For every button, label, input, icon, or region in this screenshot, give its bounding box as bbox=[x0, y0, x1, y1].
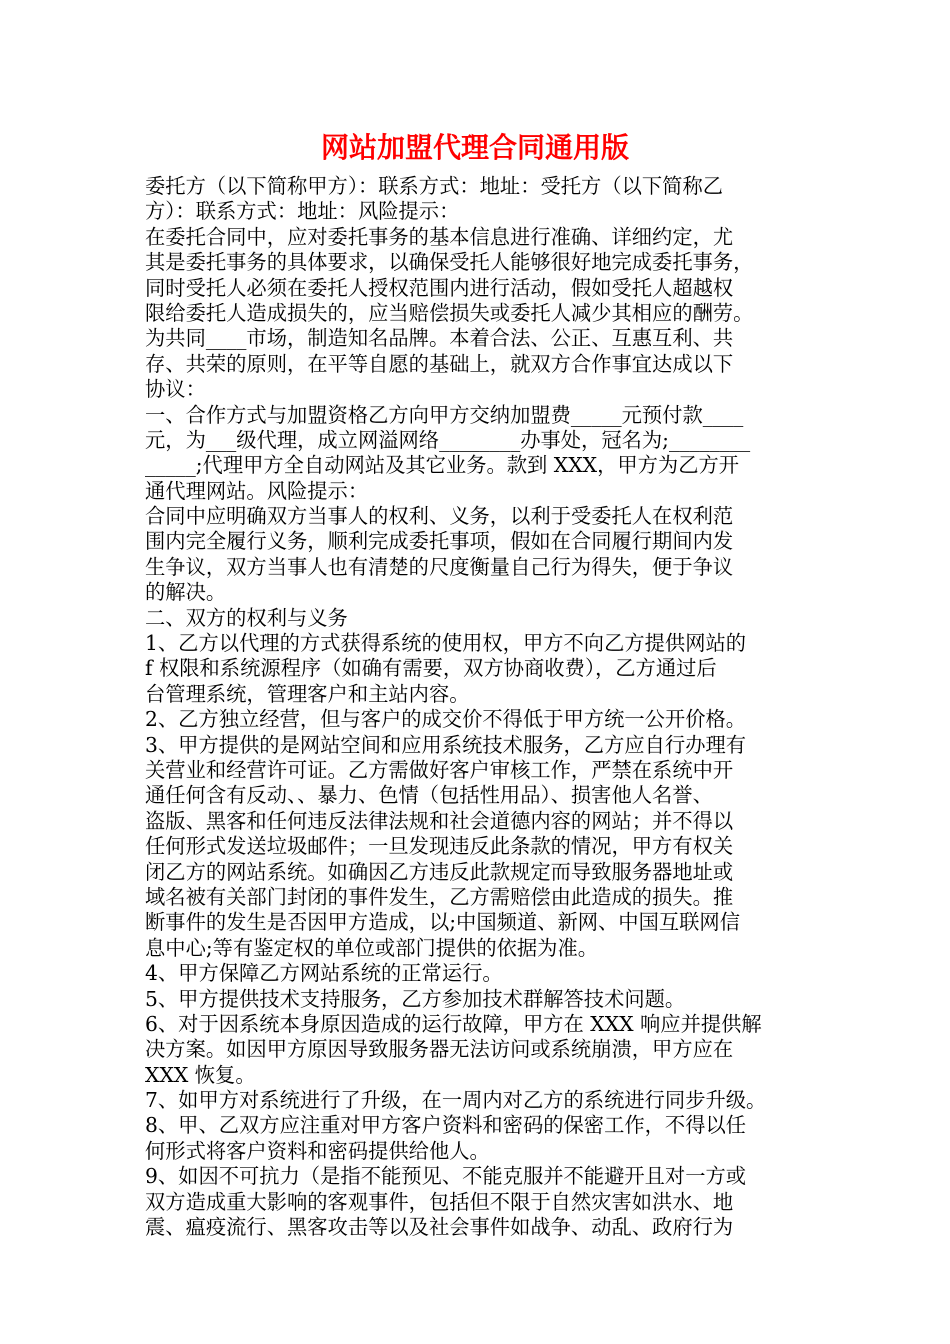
body-text-line: 在委托合同中，应对委托事务的基本信息进行准确、详细约定，尤 bbox=[145, 224, 734, 249]
body-text-line: 通任何含有反动、、暴力、色情（包括性用品）、损害他人名誉、 bbox=[145, 783, 713, 808]
body-text-line: 盗版、黑客和任何违反法律法规和社会道德内容的网站；并不得以 bbox=[145, 808, 734, 833]
body-text-line: 息中心;等有鉴定权的单位或部门提供的依据为准。 bbox=[145, 935, 599, 960]
body-text-line: 震、瘟疫流行、黑客攻击等以及社会事件如战争、动乱、政府行为 bbox=[145, 1215, 734, 1240]
body-text-line: 元，为___级代理，成立网溢网络________办事处，冠名为;________ bbox=[145, 427, 751, 452]
body-text-line: 为共同____市场，制造知名品牌。本着合法、公正、互惠互利、共 bbox=[145, 326, 734, 351]
body-text-line: 9、如因不可抗力（是指不能预见、不能克服并不能避开且对一方或 bbox=[145, 1164, 747, 1189]
body-text-line: 限给委托人造成损失的，应当赔偿损失或委托人减少其相应的酬劳。 bbox=[145, 300, 754, 325]
body-text-line: 围内完全履行义务，顺利完成委托事项，假如在合同履行期间内发 bbox=[145, 529, 734, 554]
body-text-line: 6、对于因系统本身原因造成的运行故障，甲方在 XXX 响应并提供解 bbox=[145, 1011, 762, 1036]
body-text-line: 5、甲方提供技术支持服务，乙方参加技术群解答技术问题。 bbox=[145, 986, 686, 1011]
body-text-line: 任何形式发送垃圾邮件；一旦发现违反此条款的情况，甲方有权关 bbox=[145, 834, 734, 859]
body-text-line: 委托方（以下简称甲方）：联系方式：地址：受托方（以下简称乙 bbox=[145, 174, 724, 198]
body-text-line: f 权限和系统源程序（如确有需要，双方协商收费），乙方通过后 bbox=[145, 656, 717, 681]
body-text-line: 方）：联系方式：地址：风险提示： bbox=[145, 199, 460, 224]
body-text-line: 协议： bbox=[145, 377, 206, 402]
body-text-line: 断事件的发生是否因甲方造成，以;中国频道、新网、中国互联网信 bbox=[145, 910, 740, 935]
body-text-line: 关营业和经营许可证。乙方需做好客户审核工作，严禁在系统中开 bbox=[145, 757, 734, 782]
body-text-line: 4、甲方保障乙方网站系统的正常运行。 bbox=[145, 961, 503, 986]
body-text-line: 域名被有关部门封闭的事件发生，乙方需赔偿由此造成的损失。推 bbox=[145, 884, 734, 909]
body-text-line: 合同中应明确双方当事人的权利、义务，以利于受委托人在权利范 bbox=[145, 504, 734, 529]
body-text-line: 双方造成重大影响的客观事件，包括但不限于自然灾害如洪水、地 bbox=[145, 1189, 734, 1214]
body-text-line: 同时受托人必须在委托人授权范围内进行活动，假如受托人超越权 bbox=[145, 275, 734, 300]
body-text-line: 2、乙方独立经营，但与客户的成交价不得低于甲方统一公开价格。 bbox=[145, 707, 747, 732]
body-text-line: 二、双方的权利与义务 bbox=[145, 605, 348, 630]
body-text-line: 一、合作方式与加盟资格乙方向甲方交纳加盟费_____元预付款____ bbox=[145, 402, 744, 427]
body-text-line: 1、乙方以代理的方式获得系统的使用权，甲方不向乙方提供网站的 bbox=[145, 631, 747, 656]
document-body bbox=[145, 174, 815, 1240]
body-text-line: 其是委托事务的具体要求，以确保受托人能够很好地完成委托事务， bbox=[145, 250, 754, 275]
body-text-line: 决方案。如因甲方原因导致服务器无法访问或系统崩溃，甲方应在 bbox=[145, 1037, 734, 1062]
body-text-line: 7、如甲方对系统进行了升级，在一周内对乙方的系统进行同步升级。 bbox=[145, 1088, 767, 1113]
body-text-line: 8、甲、乙双方应注重对甲方客户资料和密码的保密工作，不得以任 bbox=[145, 1113, 747, 1138]
body-text-line: 存、共荣的原则，在平等自愿的基础上，就双方合作事宜达成以下 bbox=[145, 351, 734, 376]
body-text-line: _____;代理甲方全自动网站及其它业务。款到 XXX，甲方为乙方开 bbox=[145, 453, 740, 478]
document-title: 网站加盟代理合同通用版 bbox=[320, 131, 629, 164]
body-text-line: 的解决。 bbox=[145, 580, 227, 605]
body-text-line: 通代理网站。风险提示： bbox=[145, 478, 369, 503]
body-text-line: 3、甲方提供的是网站空间和应用系统技术服务，乙方应自行办理有 bbox=[145, 732, 747, 757]
body-text-line: 何形式将客户资料和密码提供给他人。 bbox=[145, 1138, 490, 1163]
body-text-line: 闭乙方的网站系统。如确因乙方违反此款规定而导致服务器地址或 bbox=[145, 859, 734, 884]
body-text-line: 台管理系统，管理客户和主站内容。 bbox=[145, 681, 470, 706]
body-text-line: 生争议，双方当事人也有清楚的尺度衡量自己行为得失，便于争议 bbox=[145, 554, 734, 579]
body-text-line: XXX 恢复。 bbox=[145, 1062, 256, 1087]
